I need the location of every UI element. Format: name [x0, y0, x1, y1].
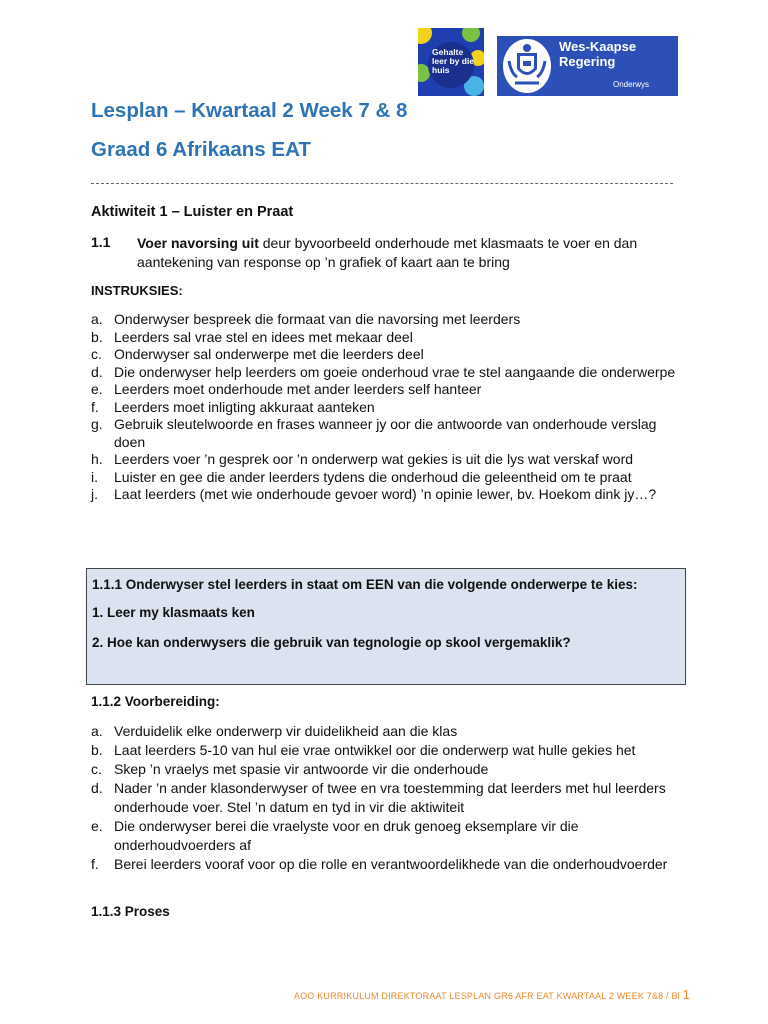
list-item: a. Verduidelik elke onderwerp vir duidelikheid aan die klas — [91, 723, 458, 739]
coat-of-arms-icon — [503, 39, 551, 93]
section-body: deur byvoorbeeld onderhoude met klasmaats te voer en dan aantekening van response op ’n grafiek of kaart aan te bring — [137, 235, 638, 270]
instructions-heading: INSTRUKSIES: — [91, 283, 183, 298]
list-item: f. Berei leerders vooraf voor op die rolle en verantwoordelikhede van die onderhoudvoerder — [91, 856, 668, 872]
list-item: g. Gebruik sleutelwoorde en frases wanneer jy oor die antwoorde van onderhoude verslag doen — [91, 416, 657, 450]
list-item: c. Onderwyser sal onderwerpe met die leerders deel — [91, 346, 424, 362]
topic-2: 2. Hoe kan onderwysers die gebruik van tegnologie op skool vergemaklik? — [92, 635, 571, 650]
wes-kaapse-regering-logo — [497, 36, 678, 96]
list-item: d. Nader ’n ander klasonderwyser of twee en vra toestemming dat leerders met hul leerders onderhoude voer. Stel ’n datum en tyd in vir die aktiwiteit — [91, 780, 666, 815]
topic-box — [86, 568, 686, 685]
divider — [91, 183, 673, 184]
prep-heading: 1.1.2 Voorbereiding: — [91, 694, 220, 709]
list-item: j. Laat leerders (met wie onderhoude gevoer word) ’n opinie lewer, bv. Hoekom dink jy…? — [91, 486, 657, 502]
page-subtitle: Graad 6 Afrikaans EAT — [91, 138, 311, 161]
list-item: i. Luister en gee die ander leerders tydens die onderhoud die geleentheid om te praat — [91, 468, 632, 485]
list-item: b. Laat leerders 5-10 van hul eie vrae ontwikkel oor die onderwerp wat hulle gekies het — [91, 742, 636, 758]
list-item: e. Leerders moet onderhoude met ander leerders self hanteer — [91, 381, 482, 397]
list-item: a. Onderwyser bespreek die formaat van die navorsing met leerders — [91, 311, 521, 327]
logo-line-2: Regering — [559, 54, 616, 69]
section-1-1-text — [137, 234, 685, 272]
activity-heading: Aktiwiteit 1 – Luister en Praat — [91, 204, 294, 220]
list-item: c. Skep ’n vraelys met spasie vir antwoorde vir die onderhoude — [91, 761, 489, 777]
page-footer — [294, 987, 690, 1002]
logo-left-text: Gehalte leer by die huis — [432, 47, 475, 75]
list-item: d. Die onderwyser help leerders om goeie onderhoud vrae te stel aangaande die onderwerpe — [91, 363, 676, 380]
gehalte-leer-logo — [418, 28, 484, 96]
topic-box-heading: 1.1.1 Onderwyser stel leerders in staat om EEN van die volgende onderwerpe te kies: — [92, 577, 638, 592]
list-item: h. Leerders voer ’n gesprek oor ’n onderwerp wat gekies is uit die lys wat verskaf word — [91, 451, 634, 467]
footer-text: AOO KURRIKULUM DIREKTORAAT LESPLAN GR6 AFR EAT KWARTAAL 2 WEEK 7&8 / Bl — [293, 991, 680, 1001]
list-item: f. Leerders moet inligting akkuraat aanteken — [91, 398, 375, 415]
instructions-list — [91, 311, 681, 504]
list-item: b. Leerders sal vrae stel en idees met mekaar deel — [91, 328, 413, 345]
prep-list — [91, 722, 681, 874]
section-number: 1.1 — [91, 234, 111, 250]
logo-line-1: Wes-Kaapse — [559, 39, 637, 54]
list-item: e. Die onderwyser berei die vraelyste voor en druk genoeg eksemplare vir die onderhoudvoerders af — [91, 818, 579, 853]
page-number: 1 — [682, 987, 690, 1002]
page-title: Lesplan – Kwartaal 2 Week 7 & 8 — [91, 99, 408, 122]
logo-sub: Onderwys — [613, 80, 650, 89]
proses-heading: 1.1.3 Proses — [91, 904, 170, 919]
topic-1: 1. Leer my klasmaats ken — [92, 605, 255, 620]
section-bold: Voer navorsing uit — [137, 235, 259, 251]
